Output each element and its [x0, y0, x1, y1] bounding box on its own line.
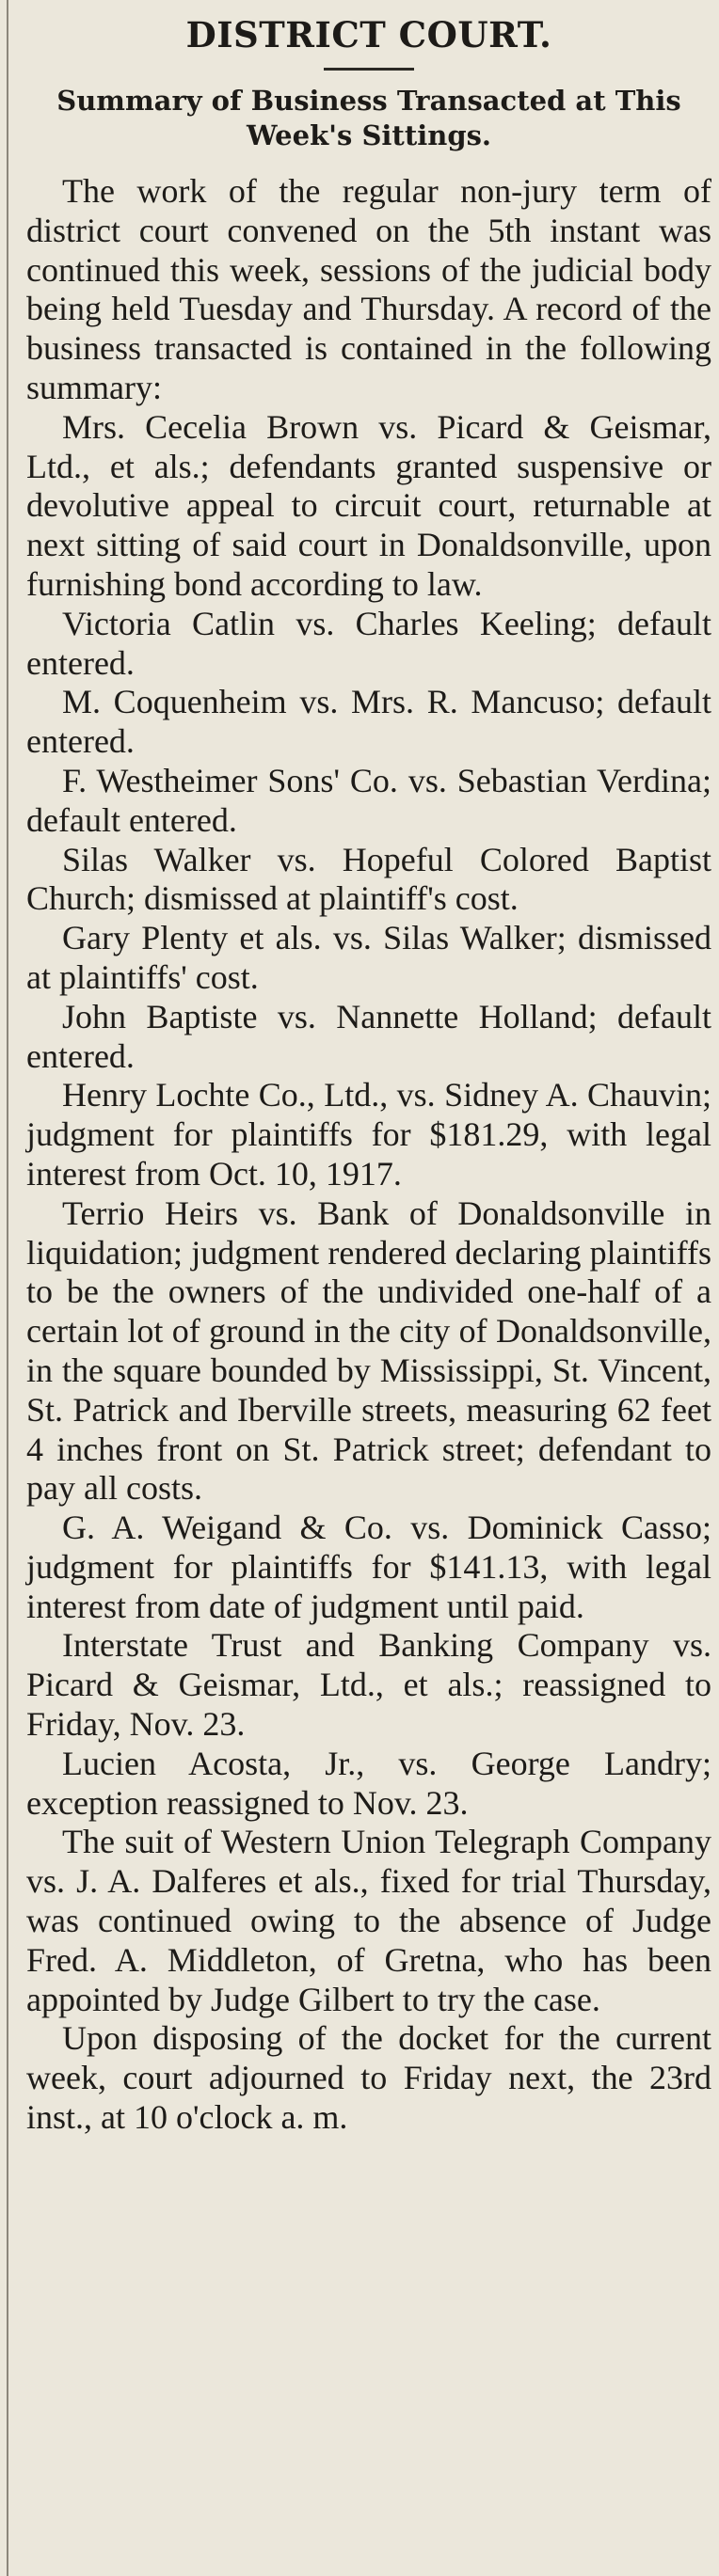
paragraph-interstate-vs-picard: Interstate Trust and Banking Company vs. Picard & Geismar, Ltd., et als.; reassigned to Friday, Nov. 23.: [26, 1626, 711, 1744]
article: [26, 0, 711, 2138]
paragraph-catlin-vs-keeling: Victoria Catlin vs. Charles Keeling; default entered.: [26, 604, 711, 682]
paragraph-brown-vs-picard: Mrs. Cecelia Brown vs. Picard & Geismar, Ltd., et als.; defendants granted suspensive or devolutive appeal to circuit court, returnable at next sitting of said court in Donaldsonville, upon furnishing bond according to law.: [26, 407, 711, 603]
paragraph-acosta-vs-landry: Lucien Acosta, Jr., vs. George Landry; exception reassigned to Nov. 23.: [26, 1744, 711, 1822]
paragraph-lochte-vs-chauvin: Henry Lochte Co., Ltd., vs. Sidney A. Chauvin; judgment for plaintiffs for $181.29, with legal interest from Oct. 10, 1917.: [26, 1076, 711, 1193]
article-body: [26, 172, 711, 2138]
paragraph-weigand-vs-casso: G. A. Weigand & Co. vs. Dominick Casso; judgment for plaintiffs for $141.13, with legal interest from date of judgment until paid.: [26, 1509, 711, 1625]
paragraph-baptiste-vs-holland: John Baptiste vs. Nannette Holland; default entered.: [26, 997, 711, 1075]
headline-rule: [324, 68, 414, 71]
paragraph-adjournment: Upon disposing of the docket for the current week, court adjourned to Friday next, the 23rd inst., at 10 o'clock a. m.: [26, 2019, 711, 2137]
paragraph-western-union-vs-dalferes: The suit of Western Union Telegraph Company vs. J. A. Dalferes et als., fixed for trial Thursday, was continued owing to the absence of Judge Fred. A. Middleton, of Gretna, who has been appointed by Judge Gilbert to try the case.: [26, 1823, 711, 2018]
headline: DISTRICT COURT.: [185, 14, 552, 55]
paragraph-coquenheim-vs-mancuso: M. Coquenheim vs. Mrs. R. Mancuso; default entered.: [26, 683, 711, 761]
column-divider: [7, 0, 8, 2576]
paragraph-plenty-vs-walker: Gary Plenty et als. vs. Silas Walker; dismissed at plaintiffs' cost.: [26, 919, 711, 996]
paragraph-terrio-vs-bank: Terrio Heirs vs. Bank of Donaldsonville in liquidation; judgment rendered declaring plaintiffs to be the owners of the undivided one-half of a certain lot of ground in the city of Donaldsonville, in the square bounded by Mississippi, St. Vincent, St. Patrick and Iberville streets, measuring 62 feet 4 inches front on St. Patrick street; defendant to pay all costs.: [26, 1193, 711, 1508]
subheadline: Summary of Business Transacted at This Week's Sittings.: [56, 85, 681, 151]
paragraph-intro: The work of the regular non-jury term of district court convened on the 5th instant was continued this week, sessions of the judicial body being held Tuesday and Thursday. A record of the business transacted is contained in the following summary:: [26, 172, 711, 406]
paragraph-westheimer-vs-verdina: F. Westheimer Sons' Co. vs. Sebastian Verdina; default entered.: [26, 761, 711, 839]
paragraph-walker-vs-church: Silas Walker vs. Hopeful Colored Baptist Church; dismissed at plaintiff's cost.: [26, 840, 711, 918]
